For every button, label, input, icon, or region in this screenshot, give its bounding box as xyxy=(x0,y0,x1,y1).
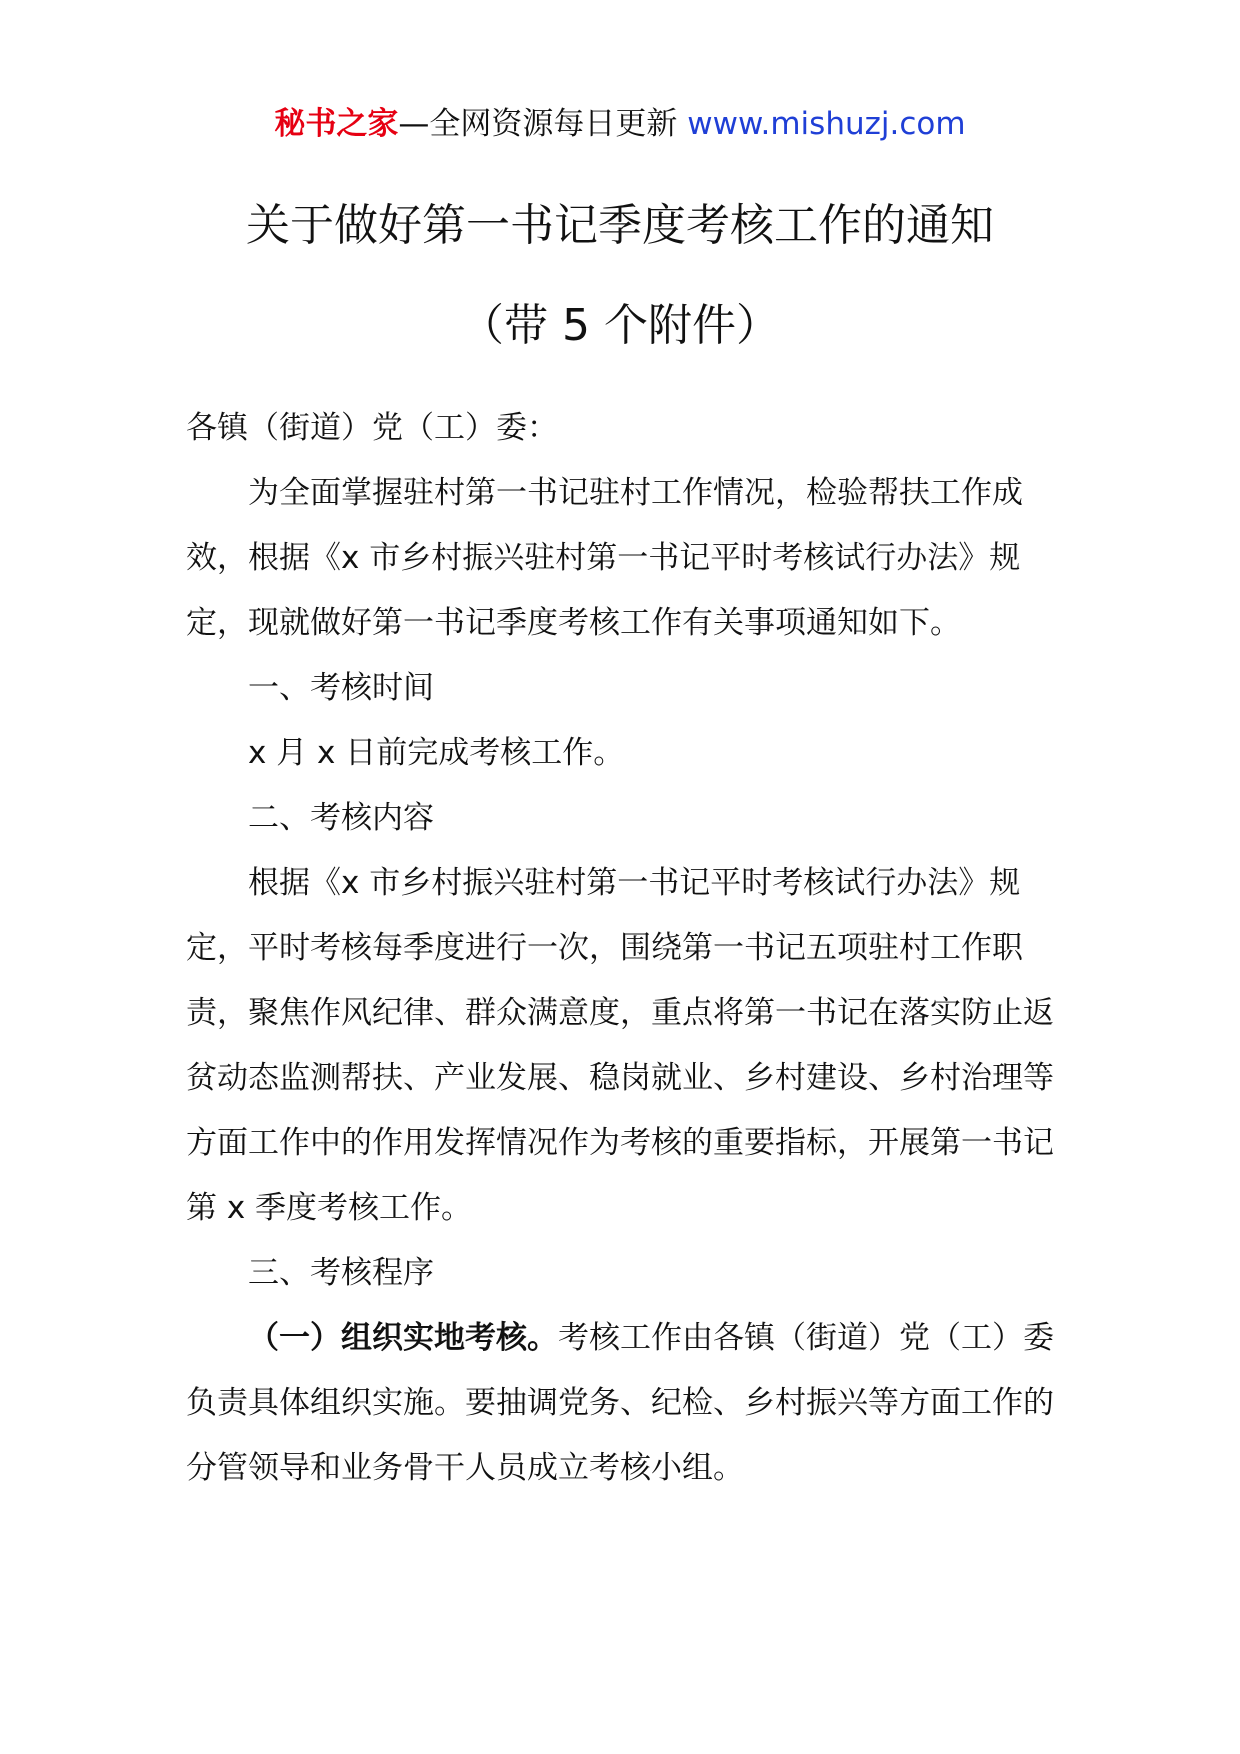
intro-paragraph: 为全面掌握驻村第一书记驻村工作情况，检验帮扶工作成效，根据《x 市乡村振兴驻村第一书记平时考核试行办法》规定，现就做好第一书记季度考核工作有关事项通知如下。 xyxy=(186,475,1023,641)
document-body xyxy=(186,396,1056,1501)
site-header xyxy=(0,100,1240,148)
header-url-link[interactable]: www.mishuzj.com xyxy=(687,106,966,142)
document-title: 关于做好第一书记季度考核工作的通知 xyxy=(246,200,994,251)
document-subtitle: （带 5 个附件） xyxy=(460,300,780,351)
section-2-text: 根据《x 市乡村振兴驻村第一书记平时考核试行办法》规定，平时考核每季度进行一次，围绕第一书记五项驻村工作职责，聚焦作风纪律、群众满意度，重点将第一书记在落实防止返贫动态监测帮扶、产业发展、稳岗就业、乡村建设、乡村治理等方面工作中的作用发挥情况作为考核的重要指标，开展第一书记第 x 季度考核工作。 xyxy=(186,865,1054,1226)
section-3-item-1-title: （一）组织实地考核。 xyxy=(248,1320,558,1356)
header-slogan: —全网资源每日更新 xyxy=(398,106,688,142)
salutation: 各镇（街道）党（工）委： xyxy=(186,410,558,446)
brand-name: 秘书之家 xyxy=(274,106,399,142)
section-3-heading: 三、考核程序 xyxy=(248,1255,434,1291)
section-3-item-1-text: 考核工作由各镇（街道）党（工）委负责具体组织实施。要抽调党务、纪检、乡村振兴等方面工作的分管领导和业务骨干人员成立考核小组。 xyxy=(186,1320,1054,1486)
section-3-item-1 xyxy=(186,1306,1056,1501)
section-1-heading: 一、考核时间 xyxy=(248,670,434,706)
section-2-heading: 二、考核内容 xyxy=(248,800,434,836)
section-1-text: x 月 x 日前完成考核工作。 xyxy=(248,735,625,771)
